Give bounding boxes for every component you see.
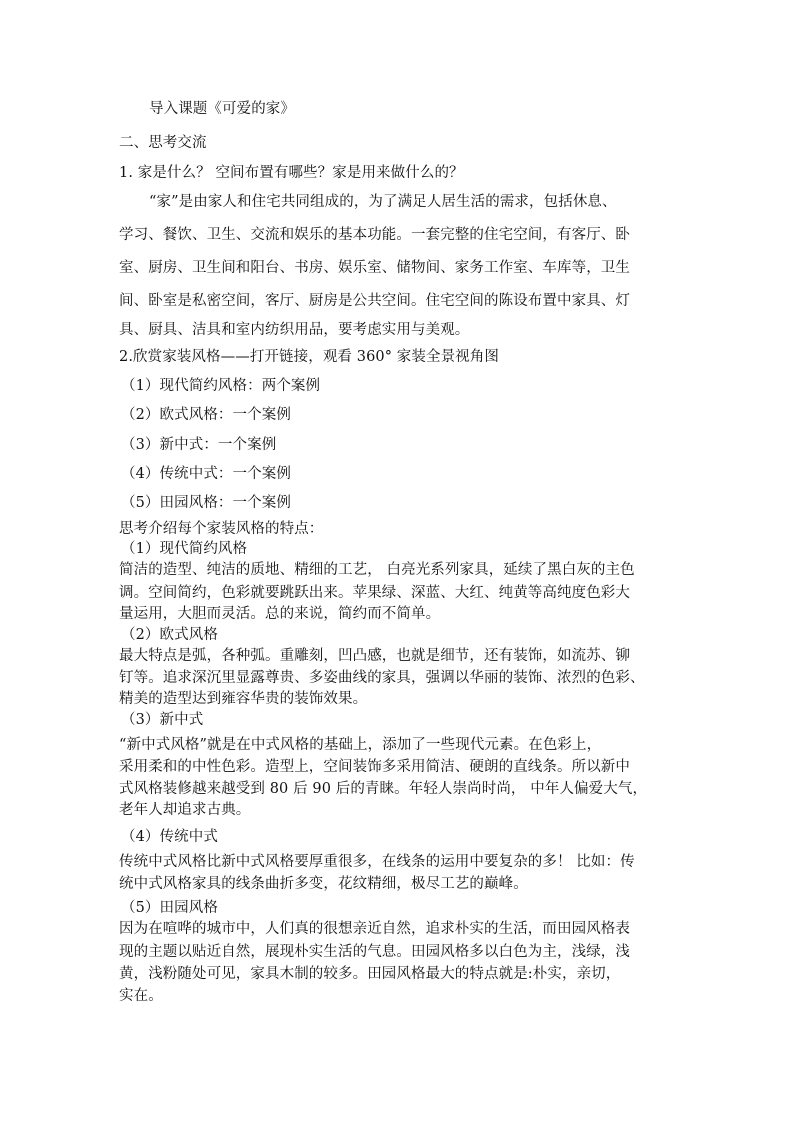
paragraph-line: 具、厨具、洁具和室内纺织用品，要考虑实用与美观。 — [119, 322, 470, 338]
paragraph-line: 传统中式风格比新中式风格要厚重很多，在线条的运用中要复杂的多！ 比如：传 — [119, 854, 635, 870]
subsection-heading: 2.欣赏家装风格——打开链接，观看 360° 家装全景视角图 — [119, 349, 499, 365]
list-item: （1）现代简约风格：两个案例 — [121, 378, 321, 394]
paragraph-line: 简洁的造型、纯洁的质地、精细的工艺， 白亮光系列家具，延续了黑白灰的主色 — [119, 562, 635, 578]
paragraph-line: “家”是由家人和住宅共同组成的，为了满足人居生活的需求，包括休息、 — [149, 194, 617, 210]
style-heading: （1）现代简约风格 — [121, 541, 248, 557]
document-page — [119, 0, 699, 1123]
style-heading: （5）田园风格 — [121, 900, 218, 916]
paragraph-line: 室、厨房、卫生间和阳台、书房、娱乐室、储物间、家务工作室、车库等，卫生 — [119, 260, 630, 276]
paragraph-line: 量运用，大胆而灵活。总的来说，简约而不简单。 — [119, 606, 441, 622]
paragraph-line: 统中式风格家具的线条曲折多变，花纹精细，极尽工艺的巅峰。 — [119, 876, 528, 892]
paragraph-line: 间、卧室是私密空间，客厅、厨房是公共空间。住宅空间的陈设布置中家具、灯 — [119, 293, 630, 309]
paragraph-line: 老年人却追求古典。 — [119, 802, 251, 818]
paragraph-line: 最大特点是弧，各种弧。重雕刻，凹凸感，也就是细节，还有装饰，如流苏、铆 — [119, 648, 630, 664]
list-item: （2）欧式风格：一个案例 — [121, 407, 291, 423]
style-heading: （3）新中式 — [121, 712, 204, 728]
paragraph-line: 实在。 — [119, 988, 163, 1004]
paragraph-line: 现的主题以贴近自然，展现朴实生活的气息。田园风格多以白色为主，浅绿，浅 — [119, 944, 630, 960]
paragraph-line: 精美的造型达到雍容华贵的装饰效果。 — [119, 691, 368, 707]
paragraph-line: 黄，浅粉随处可见，家具木制的较多。田园风格最大的特点就是:朴实，亲切， — [119, 966, 621, 982]
prompt-line: 思考介绍每个家装风格的特点： — [119, 521, 324, 537]
paragraph-line: 学习、餐饮、卫生、交流和娱乐的基本功能。一套完整的住宅空间，有客厅、卧 — [119, 227, 630, 243]
list-item: （5）田园风格：一个案例 — [121, 495, 291, 511]
list-item: （4）传统中式：一个案例 — [121, 466, 291, 482]
question-heading: 1. 家是什么？ 空间布置有哪些？家是用来做什么的？ — [119, 165, 464, 181]
paragraph-line: 钉等。追求深沉里显露尊贵、多姿曲线的家具，强调以华丽的装饰、浓烈的色彩、 — [119, 670, 645, 686]
paragraph-line: 调。空间简约，色彩就要跳跃出来。苹果绿、深蓝、大红、纯黄等高纯度色彩大 — [119, 585, 630, 601]
paragraph-line: 采用柔和的中性色彩。造型上，空间装饰多采用简洁、硬朗的直线条。所以新中 — [119, 759, 630, 775]
list-item: （3）新中式：一个案例 — [121, 437, 277, 453]
paragraph-line: 因为在喧哗的城市中，人们真的很想亲近自然，追求朴实的生活，而田园风格表 — [119, 921, 630, 937]
paragraph-line: “新中式风格”就是在中式风格的基础上，添加了一些现代元素。在色彩上， — [119, 737, 602, 753]
section-heading: 二、思考交流 — [119, 135, 207, 151]
style-heading: （4）传统中式 — [121, 829, 218, 845]
lesson-title: 导入课题《可爱的家》 — [149, 101, 295, 117]
style-heading: （2）欧式风格 — [121, 627, 218, 643]
paragraph-line: 式风格装修越来越受到 80 后 90 后的青睐。年轻人崇尚时尚， 中年人偏爱大气， — [119, 781, 648, 797]
